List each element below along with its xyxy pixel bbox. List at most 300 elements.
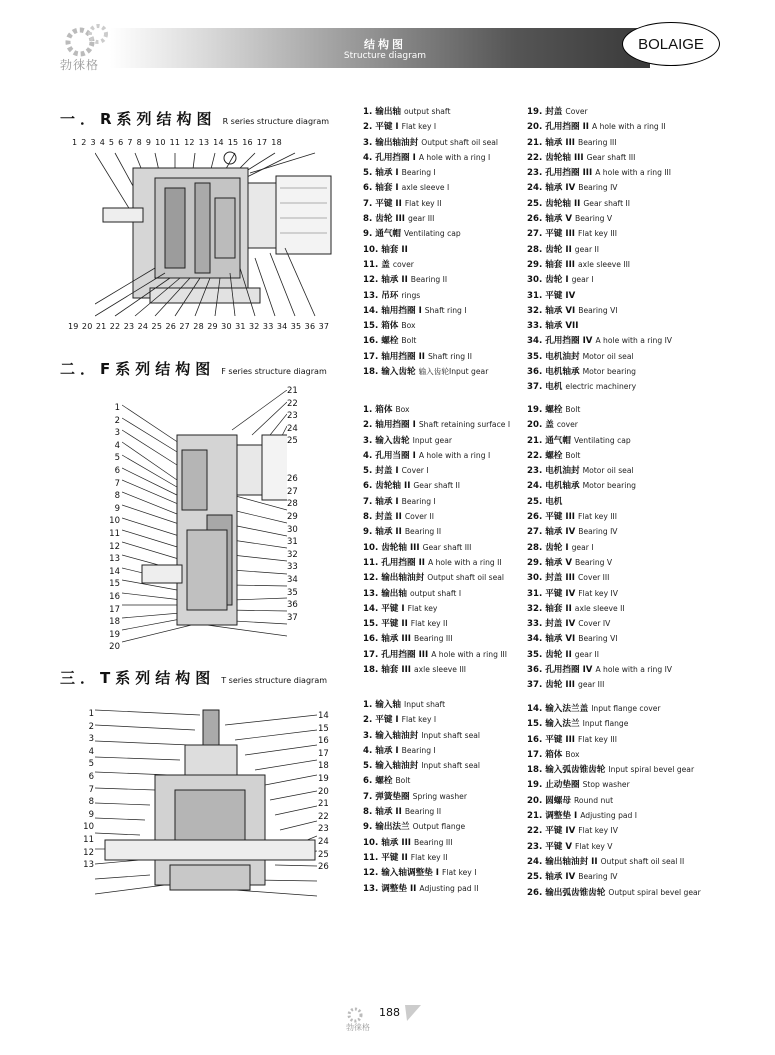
part-item bbox=[363, 104, 498, 119]
part-item bbox=[527, 716, 701, 731]
callout-number: 11 bbox=[83, 834, 94, 845]
part-name-en: Flat key II bbox=[410, 852, 448, 862]
part-name-cn: 12. 轴承 II bbox=[363, 275, 408, 286]
part-name-cn: 24. 输出轴油封 II bbox=[527, 856, 598, 867]
part-item bbox=[527, 364, 672, 379]
part-name-cn: 23. 平键 V bbox=[527, 841, 573, 852]
part-name-en: Flat key IV bbox=[578, 826, 618, 836]
part-name-en: electric machinery bbox=[565, 382, 637, 392]
r-parts-list-1 bbox=[363, 104, 498, 379]
part-item bbox=[363, 555, 510, 570]
part-name-cn: 23. 孔用挡圈 III bbox=[527, 168, 593, 179]
part-name-en: Box bbox=[565, 749, 580, 759]
f-series-diagram bbox=[122, 390, 287, 650]
callout-number: 21 bbox=[318, 799, 329, 810]
part-name-en: gear I bbox=[571, 542, 594, 552]
part-name-cn: 35. 电机油封 bbox=[527, 351, 580, 362]
part-item bbox=[527, 318, 672, 333]
part-item bbox=[527, 839, 701, 854]
part-name-en: Bearing II bbox=[410, 275, 448, 285]
part-name-en: Box bbox=[401, 321, 416, 331]
part-name-cn: 7. 弹簧垫圈 bbox=[363, 791, 410, 802]
r-parts-list-2 bbox=[527, 104, 672, 395]
part-item bbox=[527, 732, 701, 747]
part-name-cn: 10. 轴套 II bbox=[363, 244, 408, 255]
callout-number: 2 bbox=[88, 721, 94, 732]
part-name-en: Bearing V bbox=[575, 214, 613, 224]
part-item bbox=[363, 631, 510, 646]
part-name-en: output shaft bbox=[404, 107, 451, 116]
part-name-cn: 4. 孔用挡圈 I bbox=[363, 152, 416, 163]
part-item bbox=[527, 379, 672, 394]
callout-number: 16 bbox=[318, 736, 329, 747]
part-name-en: Motor oil seal bbox=[582, 466, 634, 476]
callout-number: 18 bbox=[318, 761, 329, 772]
part-name-cn: 3. 输出轴油封 bbox=[363, 137, 419, 148]
part-name-cn: 26. 轴承 V bbox=[527, 214, 573, 225]
part-name-cn: 4. 轴承 I bbox=[363, 745, 399, 756]
part-name-cn: 31. 平键 IV bbox=[527, 588, 576, 599]
part-name-cn: 26. 平键 III bbox=[527, 512, 575, 523]
part-name-en: Flat key IV bbox=[578, 588, 618, 598]
callout-number: 3 bbox=[88, 734, 94, 745]
part-name-cn: 32. 轴承 VI bbox=[527, 305, 576, 316]
part-item bbox=[363, 586, 510, 601]
part-name-en: axle sleeve I bbox=[401, 183, 450, 193]
part-name-cn: 9. 轴承 II bbox=[363, 527, 402, 538]
part-name-cn: 24. 电机轴承 bbox=[527, 481, 580, 492]
part-item bbox=[363, 364, 498, 379]
f-left-numbers bbox=[100, 403, 120, 655]
part-name-cn: 9. 输出法兰 bbox=[363, 822, 410, 833]
part-name-en: gear II bbox=[574, 244, 599, 254]
f-parts-list-1 bbox=[363, 402, 510, 677]
callout-number: 1 bbox=[114, 403, 120, 413]
part-name-cn: 10. 齿轮轴 III bbox=[363, 542, 420, 553]
section-r-title-cn: 一．R系列结构图 bbox=[60, 110, 217, 128]
part-name-cn: 34. 孔用挡圈 IV bbox=[527, 336, 593, 347]
callout-number: 19 bbox=[109, 629, 120, 640]
part-item bbox=[527, 808, 701, 823]
part-name-cn: 24. 轴承 IV bbox=[527, 183, 576, 194]
part-name-cn: 2. 平键 I bbox=[363, 122, 399, 133]
part-item bbox=[527, 524, 672, 539]
callout-number: 20 bbox=[318, 786, 329, 797]
callout-number: 23 bbox=[287, 411, 298, 422]
part-item bbox=[363, 478, 510, 493]
part-item bbox=[527, 509, 672, 524]
callout-number: 15 bbox=[109, 579, 120, 590]
part-item bbox=[527, 631, 672, 646]
callout-number: 9 bbox=[88, 809, 94, 820]
callout-number: 5 bbox=[114, 453, 120, 464]
part-item bbox=[363, 662, 510, 677]
part-name-cn: 33. 封盖 IV bbox=[527, 619, 576, 630]
part-name-en: gear I bbox=[571, 275, 594, 285]
part-name-cn: 22. 平键 IV bbox=[527, 826, 576, 837]
part-item bbox=[363, 881, 480, 896]
part-name-en: cover bbox=[392, 259, 414, 269]
part-item bbox=[527, 303, 672, 318]
part-name-cn: 8. 齿轮 III bbox=[363, 214, 406, 225]
part-name-en: Bearing III bbox=[414, 837, 453, 847]
callout-number: 17 bbox=[109, 604, 120, 615]
part-name-en: A hole with a ring II bbox=[427, 557, 502, 567]
part-name-en: A hole with a ring IV bbox=[595, 336, 673, 346]
part-name-en: Ventilating cap bbox=[574, 435, 631, 445]
callout-number: 6 bbox=[88, 771, 94, 782]
part-item bbox=[527, 793, 701, 808]
part-item bbox=[527, 616, 672, 631]
part-name-en: Adjusting pad II bbox=[419, 883, 479, 893]
part-name-en: Bearing I bbox=[401, 745, 436, 755]
callout-number: 25 bbox=[318, 849, 329, 860]
part-name-en: Flat key I bbox=[441, 868, 477, 878]
part-item bbox=[363, 150, 498, 165]
section-t-title-en: T series structure diagram bbox=[221, 676, 328, 685]
part-name-en: A hole with a ring IV bbox=[595, 665, 673, 675]
part-name-cn: 2. 平键 I bbox=[363, 715, 399, 726]
part-name-en: Bearing VI bbox=[578, 305, 618, 315]
part-name-cn: 15. 输入法兰 bbox=[527, 719, 580, 730]
part-name-en: Output shaft oil seal II bbox=[600, 856, 685, 866]
part-name-cn: 5. 输入轴油封 bbox=[363, 761, 419, 772]
part-name-en: Input shaft seal bbox=[421, 730, 481, 740]
part-item bbox=[363, 288, 498, 303]
part-name-en: Flat key II bbox=[410, 619, 448, 629]
part-name-cn: 12. 输入轴调整垫 I bbox=[363, 868, 439, 879]
brand-badge: BOLAIGE bbox=[622, 22, 720, 66]
part-item bbox=[363, 349, 498, 364]
part-name-cn: 21. 轴承 III bbox=[527, 137, 575, 148]
part-name-en: Bearing II bbox=[404, 527, 442, 537]
part-item bbox=[527, 463, 672, 478]
part-name-cn: 13. 输出轴 bbox=[363, 588, 407, 599]
part-name-en: axle sleeve II bbox=[574, 603, 625, 613]
part-item bbox=[363, 647, 510, 662]
part-name-en: Bolt bbox=[401, 336, 417, 346]
part-item bbox=[527, 647, 672, 662]
part-name-en: Gear shaft III bbox=[586, 152, 636, 162]
part-name-en: Bearing V bbox=[575, 557, 613, 567]
callout-number: 33 bbox=[287, 562, 298, 573]
part-name-cn: 29. 轴套 III bbox=[527, 259, 575, 270]
part-name-cn: 11. 平键 II bbox=[363, 852, 408, 863]
part-name-cn: 25. 轴承 IV bbox=[527, 872, 576, 883]
callout-number: 11 bbox=[109, 528, 120, 539]
part-name-en: Shaft retaining surface I bbox=[418, 420, 511, 430]
part-item bbox=[527, 701, 701, 716]
part-name-en: Cover IV bbox=[578, 619, 611, 629]
part-name-cn: 31. 平键 IV bbox=[527, 290, 576, 301]
part-name-cn: 21. 调整垫 I bbox=[527, 811, 578, 822]
callout-number: 32 bbox=[287, 549, 298, 560]
callout-number: 26 bbox=[287, 474, 298, 485]
part-item bbox=[527, 104, 672, 119]
part-name-cn: 3. 输入轴油封 bbox=[363, 730, 419, 741]
part-name-cn: 15. 箱体 bbox=[363, 321, 399, 332]
part-name-en: Flat key III bbox=[578, 734, 617, 744]
callout-number: 37 bbox=[287, 612, 298, 623]
part-name-en: gear III bbox=[408, 214, 435, 224]
part-name-en: 输入齿轮Input gear bbox=[418, 367, 489, 377]
callout-number: 28 bbox=[287, 499, 298, 510]
part-item bbox=[527, 747, 701, 762]
callout-number: 9 bbox=[114, 503, 120, 514]
part-name-cn: 32. 轴套 II bbox=[527, 603, 572, 614]
part-name-en: Gear shaft III bbox=[422, 542, 472, 552]
page-subtitle: Structure diagram bbox=[343, 51, 427, 61]
part-name-en: Output shaft oil seal bbox=[427, 573, 505, 583]
part-name-en: Output spiral bevel gear bbox=[608, 887, 701, 897]
part-item bbox=[363, 865, 480, 880]
part-item bbox=[527, 555, 672, 570]
callout-number: 7 bbox=[114, 478, 120, 489]
callout-number: 4 bbox=[88, 746, 94, 757]
part-name-cn: 18. 轴套 III bbox=[363, 665, 411, 676]
part-name-en: Cover III bbox=[578, 573, 610, 583]
callout-number: 20 bbox=[109, 642, 120, 653]
part-name-en: Bolt bbox=[565, 405, 581, 414]
part-name-en: Output shaft oil seal bbox=[421, 137, 499, 147]
section-r-title bbox=[60, 108, 329, 129]
part-name-cn: 6. 轴套 I bbox=[363, 183, 399, 194]
callout-number: 4 bbox=[114, 440, 120, 451]
callout-number: 22 bbox=[287, 398, 298, 409]
part-name-cn: 17. 轴用挡圈 II bbox=[363, 351, 425, 362]
part-name-cn: 20. 孔用挡圈 II bbox=[527, 122, 589, 133]
part-name-cn: 4. 孔用当圈 I bbox=[363, 450, 416, 461]
part-name-cn: 5. 封盖 I bbox=[363, 466, 399, 477]
callout-number: 17 bbox=[318, 748, 329, 759]
callout-number: 14 bbox=[318, 711, 329, 721]
part-name-cn: 30. 封盖 III bbox=[527, 573, 575, 584]
part-item bbox=[363, 333, 498, 348]
part-name-en: Flat key I bbox=[401, 122, 437, 132]
part-name-cn: 23. 电机油封 bbox=[527, 466, 580, 477]
part-name-en: Bearing VI bbox=[578, 634, 618, 644]
part-name-en: A hole with a ring II bbox=[591, 122, 666, 132]
part-name-cn: 19. 螺栓 bbox=[527, 405, 563, 415]
part-name-en: Cover II bbox=[404, 512, 434, 522]
part-name-cn: 12. 输出轴油封 bbox=[363, 573, 425, 584]
part-name-en: Gear shaft II bbox=[413, 481, 460, 491]
part-item bbox=[363, 773, 480, 788]
part-item bbox=[527, 196, 672, 211]
part-name-cn: 1. 箱体 bbox=[363, 405, 393, 415]
part-name-en: Input shaft bbox=[404, 700, 446, 709]
callout-number: 5 bbox=[88, 759, 94, 770]
part-item bbox=[363, 211, 498, 226]
part-name-en: cover bbox=[556, 420, 578, 430]
part-name-cn: 9. 通气帽 bbox=[363, 229, 402, 240]
part-name-en: Motor bearing bbox=[582, 367, 636, 377]
part-name-en: Bolt bbox=[395, 776, 411, 786]
part-name-cn: 22. 螺栓 bbox=[527, 450, 563, 461]
part-name-en: A hole with a ring I bbox=[418, 152, 491, 162]
part-item bbox=[363, 509, 510, 524]
part-name-cn: 2. 轴用挡圈 I bbox=[363, 420, 416, 431]
part-item bbox=[363, 570, 510, 585]
part-name-en: Bearing II bbox=[404, 807, 442, 817]
part-name-en: Flat key V bbox=[575, 841, 613, 851]
part-item bbox=[527, 417, 672, 432]
part-name-cn: 11. 盖 bbox=[363, 259, 390, 270]
part-name-cn: 17. 孔用挡圈 III bbox=[363, 649, 429, 660]
part-name-en: rings bbox=[401, 290, 421, 300]
page-title: 结构图 bbox=[364, 38, 406, 51]
part-item bbox=[363, 165, 498, 180]
part-name-en: Bearing IV bbox=[578, 527, 618, 537]
part-item bbox=[363, 303, 498, 318]
footer-logo-text: 勃徕格 bbox=[346, 1023, 370, 1032]
part-name-cn: 1. 输出轴 bbox=[363, 107, 402, 117]
part-name-en: Round nut bbox=[574, 795, 614, 805]
part-item bbox=[527, 272, 672, 287]
part-item bbox=[527, 180, 672, 195]
part-item bbox=[527, 402, 672, 417]
page-number: 188 bbox=[379, 1006, 400, 1019]
part-name-cn: 36. 孔用挡圈 IV bbox=[527, 665, 593, 676]
part-name-cn: 22. 齿轮轴 III bbox=[527, 152, 584, 163]
part-name-cn: 7. 轴承 I bbox=[363, 496, 399, 507]
part-item bbox=[363, 819, 480, 834]
part-name-cn: 29. 轴承 V bbox=[527, 557, 573, 568]
part-name-cn: 27. 轴承 IV bbox=[527, 527, 576, 538]
part-name-cn: 28. 齿轮 I bbox=[527, 542, 569, 553]
part-name-en: Bearing IV bbox=[578, 183, 618, 193]
part-item bbox=[527, 494, 672, 509]
part-name-en: Bolt bbox=[565, 450, 581, 460]
part-name-cn: 25. 电机 bbox=[527, 496, 563, 507]
part-name-cn: 30. 齿轮 I bbox=[527, 275, 569, 286]
part-name-en: Motor oil seal bbox=[582, 351, 634, 361]
part-name-cn: 3. 输入齿轮 bbox=[363, 435, 410, 446]
part-item bbox=[363, 697, 480, 712]
part-name-cn: 14. 轴用挡圈 I bbox=[363, 305, 422, 316]
part-item bbox=[363, 712, 480, 727]
part-item bbox=[527, 570, 672, 585]
part-name-en: gear II bbox=[574, 649, 599, 659]
part-name-cn: 15. 平键 II bbox=[363, 619, 408, 630]
gear-logo-icon bbox=[58, 20, 118, 60]
part-item bbox=[527, 288, 672, 303]
part-name-en: Gear shaft II bbox=[583, 198, 630, 208]
callout-number: 21 bbox=[287, 386, 298, 396]
part-name-en: Input flange bbox=[582, 719, 629, 729]
part-name-cn: 13. 吊环 bbox=[363, 290, 399, 301]
callout-number: 16 bbox=[109, 591, 120, 602]
callout-number: 12 bbox=[109, 541, 120, 552]
part-item bbox=[363, 524, 510, 539]
part-item bbox=[527, 242, 672, 257]
part-name-cn: 7. 平键 II bbox=[363, 198, 402, 209]
r-series-diagram bbox=[95, 148, 345, 318]
part-item bbox=[363, 616, 510, 631]
part-item bbox=[527, 333, 672, 348]
callout-number: 8 bbox=[114, 491, 120, 502]
part-name-cn: 33. 轴承 VII bbox=[527, 321, 579, 332]
part-item bbox=[363, 433, 510, 448]
part-name-en: Shaft ring I bbox=[424, 305, 467, 315]
part-name-en: Bearing I bbox=[401, 496, 436, 506]
part-name-cn: 10. 轴承 III bbox=[363, 837, 411, 848]
part-name-en: Output flange bbox=[412, 822, 466, 832]
callout-number: 19 bbox=[318, 773, 329, 784]
part-name-en: Flat key III bbox=[578, 512, 617, 522]
part-item bbox=[363, 402, 510, 417]
section-f-title-en: F series structure diagram bbox=[221, 367, 327, 376]
part-item bbox=[363, 743, 480, 758]
part-item bbox=[363, 226, 498, 241]
part-name-en: gear III bbox=[578, 680, 605, 690]
part-item bbox=[363, 601, 510, 616]
part-name-en: Adjusting pad I bbox=[580, 811, 638, 821]
part-name-en: Flat key I bbox=[401, 715, 437, 725]
part-item bbox=[527, 165, 672, 180]
section-t-title-cn: 三．T系列结构图 bbox=[60, 669, 216, 687]
part-name-cn: 13. 调整垫 II bbox=[363, 883, 417, 894]
part-name-en: Bearing III bbox=[578, 137, 617, 147]
callout-number: 36 bbox=[287, 600, 298, 611]
part-name-cn: 27. 平键 III bbox=[527, 229, 575, 240]
callout-number: 12 bbox=[83, 847, 94, 858]
part-name-en: Flat key bbox=[407, 603, 438, 613]
part-name-en: Flat key III bbox=[578, 229, 617, 239]
part-item bbox=[363, 242, 498, 257]
part-item bbox=[527, 677, 672, 692]
part-item bbox=[527, 226, 672, 241]
part-name-en: Input flange cover bbox=[591, 704, 661, 713]
part-name-cn: 35. 齿轮 II bbox=[527, 649, 572, 660]
part-name-cn: 37. 电机 bbox=[527, 382, 563, 393]
part-item bbox=[363, 135, 498, 150]
part-item bbox=[527, 823, 701, 838]
r-bottom-numbers: 19 20 21 22 23 24 25 26 27 28 29 30 31 32 33 34 35 36 37 bbox=[68, 322, 330, 331]
part-item bbox=[527, 448, 672, 463]
f-parts-list-2 bbox=[527, 402, 672, 693]
part-item bbox=[363, 119, 498, 134]
part-name-cn: 8. 封盖 II bbox=[363, 512, 402, 523]
part-name-en: Input gear bbox=[412, 435, 452, 445]
part-item bbox=[527, 762, 701, 777]
part-item bbox=[527, 869, 701, 884]
part-name-en: Cover bbox=[565, 107, 588, 116]
part-item bbox=[363, 850, 480, 865]
logo-text: 勃徕格 bbox=[60, 58, 100, 72]
callout-number: 7 bbox=[88, 784, 94, 795]
part-name-cn: 14. 平键 I bbox=[363, 603, 405, 614]
part-item bbox=[527, 854, 701, 869]
part-item bbox=[527, 478, 672, 493]
part-name-cn: 26. 输出弧齿锥齿轮 bbox=[527, 887, 606, 898]
part-name-en: Bearing III bbox=[414, 634, 453, 644]
part-item bbox=[527, 601, 672, 616]
part-item bbox=[527, 211, 672, 226]
part-name-en: Cover I bbox=[401, 466, 429, 476]
callout-number: 31 bbox=[287, 537, 298, 548]
part-name-cn: 20. 圆螺母 bbox=[527, 795, 571, 806]
part-name-en: A hole with a ring III bbox=[595, 168, 672, 178]
part-name-cn: 19. 封盖 bbox=[527, 107, 563, 117]
part-name-cn: 5. 轴承 I bbox=[363, 168, 399, 179]
part-item bbox=[363, 196, 498, 211]
part-name-en: axle sleeve III bbox=[578, 259, 631, 269]
part-item bbox=[527, 150, 672, 165]
part-name-en: Ventilating cap bbox=[404, 229, 461, 239]
part-item bbox=[527, 586, 672, 601]
part-item bbox=[527, 540, 672, 555]
